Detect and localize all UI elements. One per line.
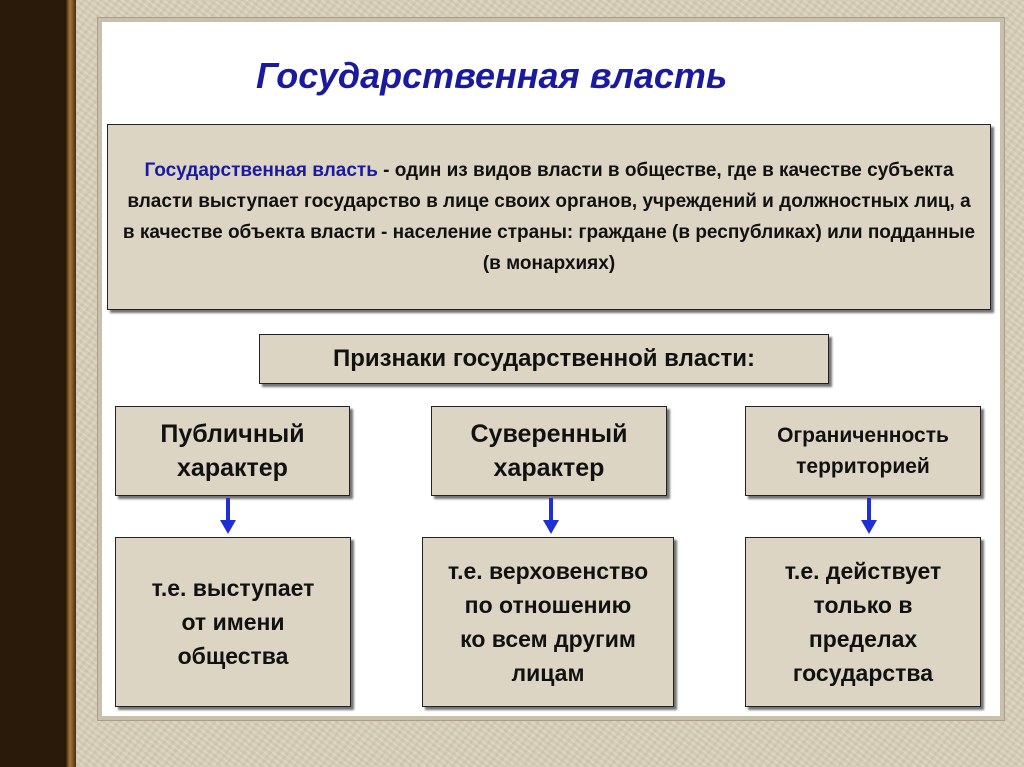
sign-box-territory [745, 406, 981, 496]
sign-box-sovereign [431, 406, 667, 496]
explanation-text: т.е. выступает от имени общества [151, 575, 315, 669]
explanation-box-sovereign [422, 537, 674, 707]
sign-box-public [115, 406, 350, 496]
explanation-box-territory [745, 537, 981, 707]
sign-label: Публичный характер [160, 420, 305, 482]
definition-text [119, 155, 979, 279]
signs-heading: Признаки государственной власти: [259, 334, 829, 384]
definition-box [107, 124, 991, 310]
down-arrow-icon [861, 498, 877, 534]
explanation-text: т.е. действует только в пределах государства [784, 558, 942, 686]
sign-label: Суверенный характер [470, 420, 628, 482]
down-arrow-icon [220, 498, 236, 534]
explanation-box-public [115, 537, 351, 707]
decorative-border [66, 0, 76, 767]
page-title: Государственная власть [256, 55, 728, 96]
explanation-text: т.е. верховенство по отношению ко всем другим лицам [447, 558, 649, 686]
down-arrow-icon [543, 498, 559, 534]
decorative-wood-strip [0, 0, 66, 767]
sign-label: Ограниченность территорией [777, 424, 949, 478]
definition-term: Государственная власть [144, 160, 378, 181]
definition-body: - один из видов власти в обществе, где в качестве субъекта власти выступает государство в лице своих органов, учреждений и должностных лиц, а в качестве объекта власти - население страны: граждане (в республиках) или подданные (в монархиях) [122, 160, 976, 274]
